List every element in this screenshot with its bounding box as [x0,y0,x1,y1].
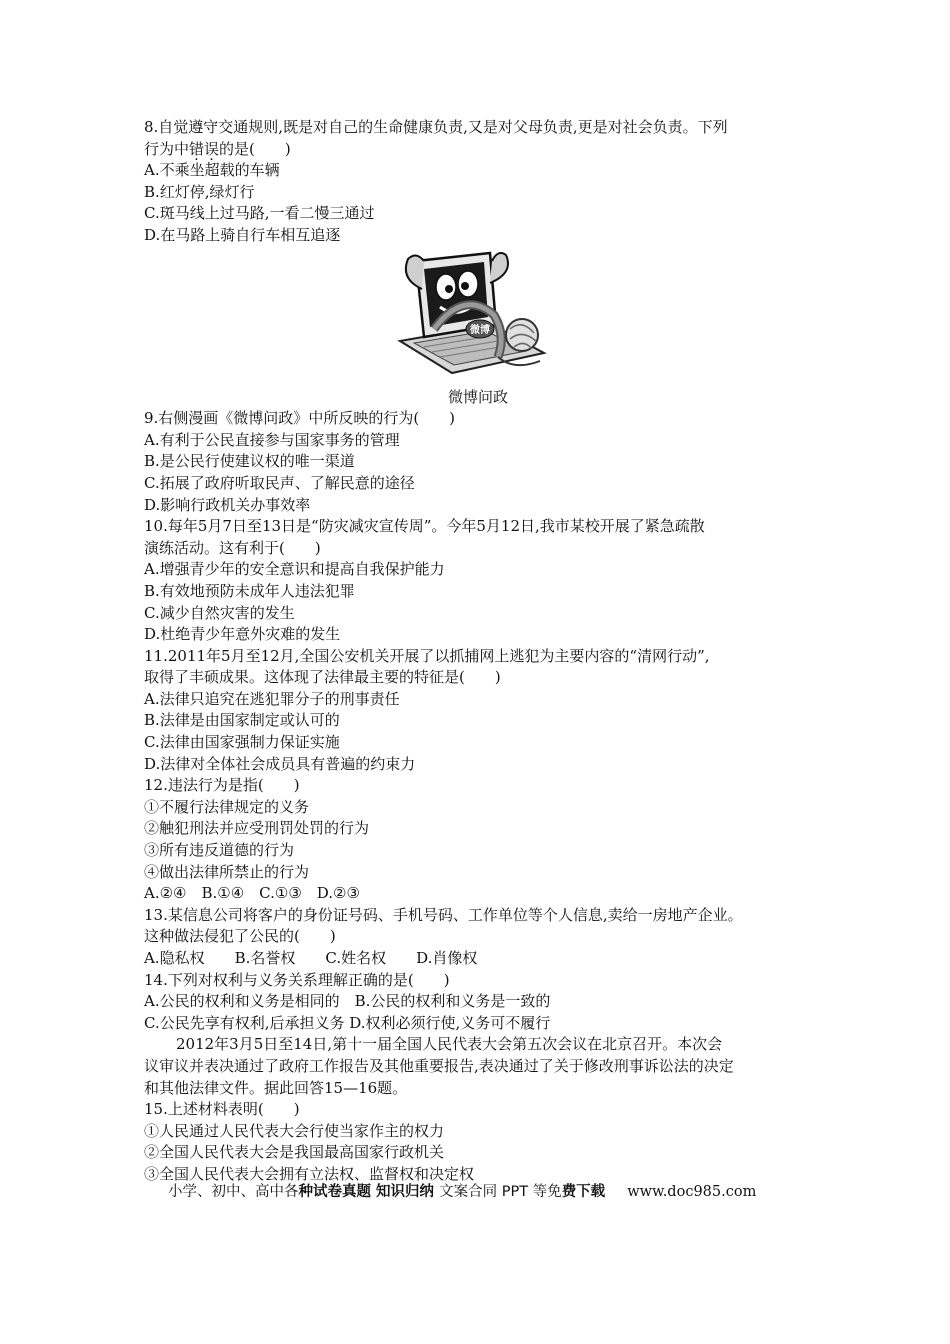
q11-option-d: D.法律对全体社会成员具有普遍的约束力 [144,754,416,773]
footer-text-2: 种试卷真题 [298,1184,371,1200]
q12-options: A.②④ B.①④ C.①③ D.②③ [144,884,360,903]
q10-option-d: D.杜绝青少年意外灾难的发生 [144,625,341,644]
q14-options-line2: C.公民先享有权利,后承担义务 D.权利必须行使,义务可不履行 [144,1013,551,1032]
q13-stem-line1: 13.某信息公司将客户的身份证号码、手机号码、工作单位等个人信息,卖给一房地产企业。 [144,905,743,924]
q10-option-a: A.增强青少年的安全意识和提高自我保护能力 [144,560,445,579]
q11-option-b: B.法律是由国家制定或认可的 [144,711,340,730]
q13-options: A.隐私权 B.名誉权 C.姓名权 D.肖像权 [144,949,478,967]
q10-stem-line2: 演练活动。这有利于( ) [144,538,321,557]
weibo-badge-text: 微博 [470,324,490,336]
q13-stem-line2: 这种做法侵犯了公民的( ) [144,927,336,946]
q12-item-1: ①不履行法律规定的义务 [144,797,310,816]
figure-caption: 微博问政 [447,387,508,406]
q8-emphasis-2: 误 [204,139,220,158]
q14-stem: 14.下列对权利与义务关系理解正确的是( ) [144,970,450,989]
q12-item-3: ③所有违反道德的行为 [144,841,295,860]
laptop-cartoon-illustration [394,249,554,377]
q8-option-c: C.斑马线上过马路,一看二慢三通过 [144,204,375,223]
q8-stem-post: 的是( ) [219,139,291,158]
q9-option-b: B.是公民行使建议权的唯一渠道 [144,452,355,471]
q9-option-d: D.影响行政机关办事效率 [144,495,311,514]
q12-item-2: ②触犯刑法并应受刑罚处罚的行为 [144,819,370,838]
q15-item-2: ②全国人民代表大会是我国最高国家行政机关 [144,1143,445,1162]
q11-stem-line1: 11.2011年5月至12月,全国公安机关开展了以抓捕网上逃犯为主要内容的“清网行动”, [144,646,710,665]
exam-content [144,117,812,1186]
footer-text-5: 费下载 [561,1184,606,1200]
q8-emphasis-1: 错 [189,139,205,158]
q9-stem: 9.右侧漫画《微博问政》中所反映的行为( ) [144,409,456,428]
q14-options-line1: A.公民的权利和义务是相同的 B.公民的权利和义务是一致的 [144,992,551,1011]
material-line2: 议审议并表决通过了政府工作报告及其他重要报告,表决通过了关于修改刑事诉讼法的决定 [144,1056,734,1075]
q8-option-a: A.不乘坐超载的车辆 [144,161,280,180]
footer-url-link[interactable]: www.doc985.com [627,1184,757,1200]
q15-stem: 15.上述材料表明( ) [144,1100,300,1119]
q15-item-3: ③全国人民代表大会拥有立法权、监督权和决定权 [144,1164,475,1183]
footer-banner [168,1180,808,1201]
q10-stem-line1: 10.每年5月7日至13日是“防灾减灾宣传周”。今年5月12日,我市某校开展了紧急疏散 [144,517,705,536]
q8-stem-line1: 8.自觉遵守交通规则,既是对自己的生命健康负责,又是对父母负责,更是对社会负责。下列 [144,118,728,136]
q10-option-b: B.有效地预防未成年人违法犯罪 [144,581,355,600]
q9-option-a: A.有利于公民直接参与国家事务的管理 [144,430,400,449]
q8-stem-line2 [144,139,812,161]
footer-text-3: 知识归纳 [371,1184,440,1200]
q15-item-1: ①人民通过人民代表大会行使当家作主的权力 [144,1121,445,1140]
q8-option-b: B.红灯停,绿灯行 [144,182,255,201]
footer-text-4: 文案合同 PPT 等免 [439,1184,562,1200]
q9-option-c: C.拓展了政府听取民声、了解民意的途径 [144,473,415,492]
cartoon-figure [144,249,812,387]
material-line1: 2012年3月5日至14日,第十一届全国人民代表大会第五次会议在北京召开。本次会 [176,1035,723,1054]
q11-option-a: A.法律只追究在逃犯罪分子的刑事责任 [144,689,400,708]
footer-text-1: 小学、初中、高中各 [168,1184,299,1200]
q11-option-c: C.法律由国家强制力保证实施 [144,733,340,752]
q11-stem-line2: 取得了丰硕成果。这体现了法律最主要的特征是( ) [144,668,501,687]
material-line3: 和其他法律文件。据此回答15—16题。 [144,1078,408,1097]
q12-stem: 12.违法行为是指( ) [144,776,300,795]
q8-option-d: D.在马路上骑自行车相互追逐 [144,225,341,244]
q12-item-4: ④做出法律所禁止的行为 [144,862,310,881]
q8-stem-pre: 行为中 [144,139,190,158]
q10-option-c: C.减少自然灾害的发生 [144,603,295,622]
